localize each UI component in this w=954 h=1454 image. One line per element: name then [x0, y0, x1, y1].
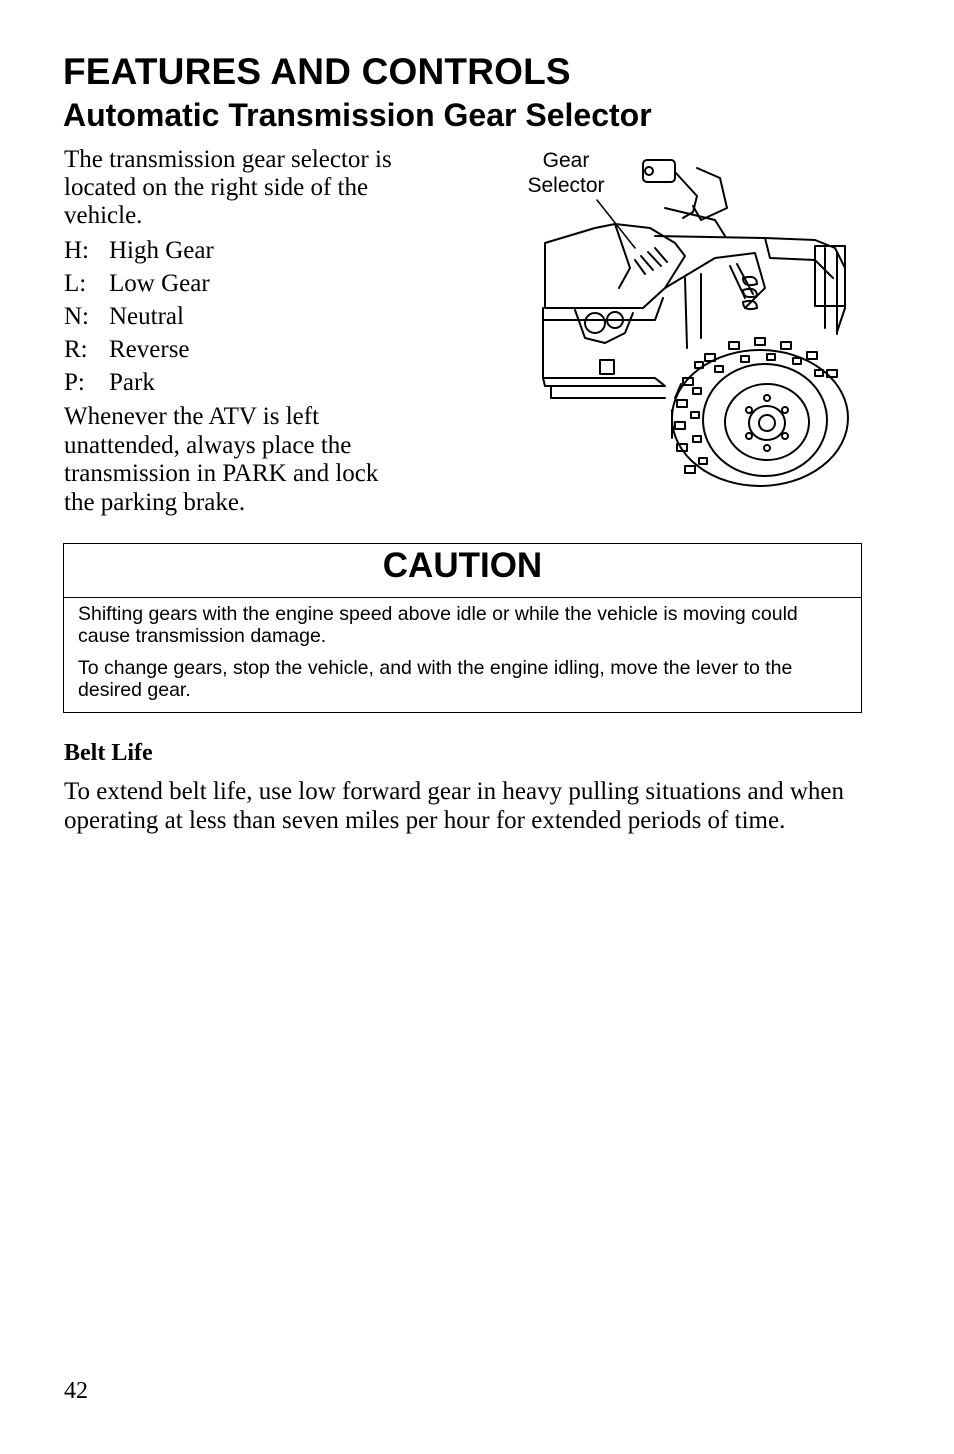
gear-key: R:	[64, 336, 88, 363]
park-note: Whenever the ATV is left unattended, always place the transmission in PARK and lock the parking brake.	[64, 403, 379, 516]
caution-paragraph-1: Shifting gears with the engine speed above idle or while the vehicle is moving could cause transmission damage.	[78, 603, 798, 647]
figure-label-line1: Gear	[542, 149, 590, 172]
gear-key: N:	[64, 303, 89, 330]
belt-life-text: To extend belt life, use low forward gear in heavy pulling situations and when operating at less than seven miles per hour for extended periods of time.	[64, 778, 844, 834]
gear-key: L:	[64, 270, 87, 297]
atv-illustration	[515, 148, 860, 488]
atv-gear-selector-figure	[515, 148, 860, 488]
gear-key: H:	[64, 237, 89, 264]
gear-list	[64, 234, 214, 399]
caution-paragraph-2: To change gears, stop the vehicle, and with the engine idling, move the lever to the desired gear.	[78, 657, 793, 701]
intro-paragraph: The transmission gear selector is located on the right side of the vehicle.	[64, 146, 392, 229]
gear-item-low	[64, 267, 214, 300]
gear-label: Park	[109, 369, 155, 396]
gear-item-high	[64, 234, 214, 267]
caution-title: CAUTION	[64, 544, 861, 598]
caution-body	[64, 598, 861, 701]
gear-item-reverse	[64, 333, 214, 366]
gear-label: High Gear	[109, 237, 214, 264]
gear-key: P:	[64, 369, 85, 396]
caution-box	[63, 543, 862, 713]
belt-life-heading: Belt Life	[64, 740, 153, 766]
page-number: 42	[64, 1378, 88, 1404]
gear-label: Low Gear	[109, 270, 210, 297]
gear-item-neutral	[64, 300, 214, 333]
gear-item-park	[64, 366, 214, 399]
gear-label: Neutral	[109, 303, 184, 330]
subsection-title: Automatic Transmission Gear Selector	[63, 97, 652, 133]
figure-label-line2: Selector	[527, 174, 605, 197]
gear-label: Reverse	[109, 336, 190, 363]
section-title: FEATURES AND CONTROLS	[63, 51, 571, 92]
